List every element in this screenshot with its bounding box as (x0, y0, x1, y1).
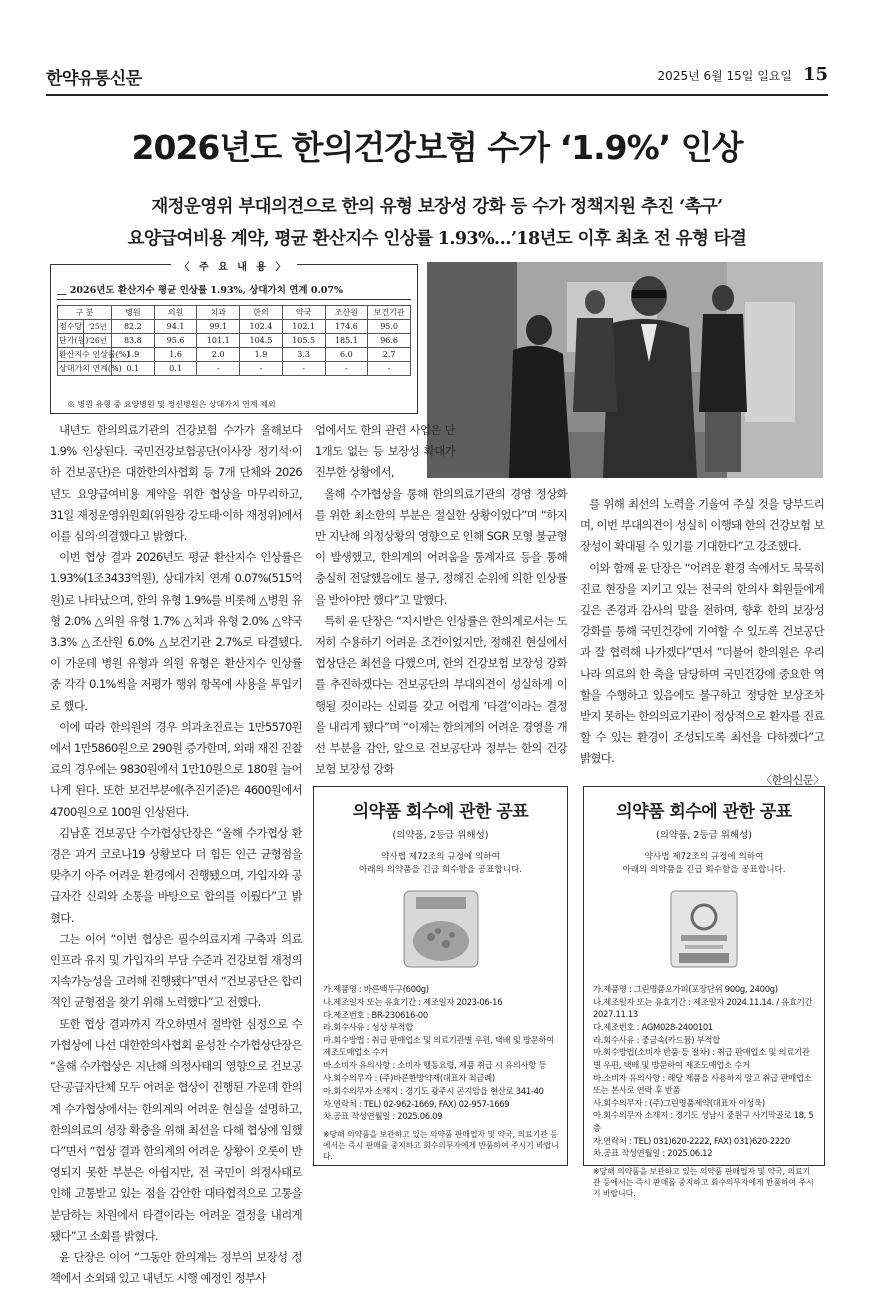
notice-item: 라.회수사유 : 중금속(카드뮴) 부적합 (593, 1034, 720, 1045)
article-paragraph: 이와 함께 윤 단장은 “어려운 환경 속에서도 묵묵히 진료 현장을 지키고 있는 전국의 한의사 회원들에게 깊은 존경과 감사의 말을 전하며, 향후 한의 보장성 강화를 통해 국민건강에 기여할 수 있도록 건보공단과 잘 협력해 나가겠다”면서 “더불어 한의원은 우리나라 의료의 한 축을 담당하며 국민건강에 중요한 역할을 수행하고 있음에도 불구하고 정당한 보상조차 받지 못하는 한의의료기관이 정상적으로 환자를 진료할 수 있는 환경이 조성되도록 최선을 다하겠다”고 밝혔다. (580, 560, 824, 766)
notice-item: 마.회수방법 : 취급 판매업소 및 의료기관별 우편, 택배 및 방문하여 제조도매업소 수거 (323, 1035, 555, 1058)
rate-table-cell: 104.5 (240, 334, 283, 348)
article-paragraph: 내년도 한의의료기관의 건강보험 수가가 올해보다 1.9% 인상된다. 국민건강보험공단(이사장 정기석·이하 건보공단)은 대한한의사협회 등 7개 단체와 2026년도 요양급여비용 계약을 위한 협상을 마무리하고, 31일 재정운영위원회(위원장 강도태·이하 재정위)에서 이를 심의·의결했다고 밝혔다. (50, 423, 302, 544)
notice-subtitle: (의약품, 2등급 위해성) (656, 830, 752, 841)
article-paragraph: 이번 협상 결과 2026년도 평균 환산지수 인상률은 1.93%(1조3433억원), 상대가치 연계 0.07%(515억원)로 나타났으며, 한의 유형 1.9%를 비롯해 △병원 유형 2.0% △의원 유형 1.7% △치과 유형 2.0% △약국 3.3% △조산원 6.0% △보건기관 2.7%로 타결됐다. 이 가운데 병원 유형과 의원 유형은 환산지수 인상률 중 각각 0.1%씩을 저평가 행위 항목에 사용을 투입키로 했다. (50, 550, 302, 713)
notice-item: 자.연락처 : TEL) 031)620-2222, FAX) 031)620-2220 (593, 1135, 790, 1146)
rate-table-cell: 0.1 (112, 362, 155, 376)
product-package-image (649, 889, 759, 969)
rate-table-cell: 1.9 (240, 348, 283, 362)
rate-table-cell: 95.0 (368, 320, 411, 334)
notice-item: 가.제품명 : 그린명품오가피(포장단위 900g, 2400g) (593, 984, 778, 994)
notice-items (323, 983, 559, 1123)
notice-item: 바.소비자 유의사항 : 해당 제품을 사용하지 말고 취급 판매업소 또는 본사로 연락 후 반품 (593, 1072, 812, 1095)
rate-table-row-sublabel: '26년 (84, 334, 112, 348)
rate-table-cell: 94.1 (154, 320, 197, 334)
notice-item: 나.제조일자 또는 유효기간 : 제조일자 2023-06-16 (323, 996, 503, 1007)
rate-table-cell: 83.8 (112, 334, 155, 348)
rate-table-row (58, 362, 411, 376)
rate-table-header: 의원 (154, 306, 197, 320)
rate-table-row-label: 환산지수 인상률(%) (58, 348, 112, 362)
rate-table-cell: - (325, 362, 368, 376)
rate-table-cell: 3.3 (282, 348, 325, 362)
rate-table (57, 305, 411, 376)
page-number: 15 (802, 64, 828, 85)
rate-table-cell: 102.4 (240, 320, 283, 334)
rate-table-cell: - (368, 362, 411, 376)
article-paragraph: 윤 단장은 이어 “그동안 한의계는 정부의 보장성 정책에서 소외돼 있고 내년도 시행 예정인 정부사 (50, 1249, 302, 1286)
recall-notice (313, 786, 568, 1166)
notice-item: 사.회수의무자 : (주)그린명품제약(대표자 이성욱) (593, 1097, 765, 1108)
article-column-2 (315, 420, 567, 777)
article-byline: 〈한의신문〉 (760, 772, 824, 787)
notice-title: 의약품 회수에 관한 공표 (616, 802, 792, 822)
rate-table-cell: 174.6 (325, 320, 368, 334)
product-package-image (386, 889, 496, 969)
recall-notice (583, 786, 825, 1198)
article-paragraph: 를 위해 최선의 노력을 기울여 주실 것을 당부드리며, 이번 부대의견이 성실히 이행돼 한의 건강보험 보장성이 확대될 수 있기를 기대한다”고 강조했다. (580, 497, 824, 554)
rate-table-cell: 102.1 (282, 320, 325, 334)
rate-table-cell: 105.5 (282, 334, 325, 348)
rate-table-cell: 1.9 (112, 348, 155, 362)
rate-table-row-label: 점수당 (58, 320, 84, 334)
notice-footer: ※당해 의약품을 보관하고 있는 의약품 판매업자 및 약국, 의료기관 등에서는 즉시 판매를 중지하고 회수의무자에게 반품하여 주시기 바랍니다. (593, 1166, 814, 1198)
rate-table-cell: 2.0 (197, 348, 240, 362)
notice-item: 라.회수사유 : 성상 부적합 (323, 1022, 413, 1033)
article-paragraph: 올해 수가협상을 통해 한의의료기관의 경영 정상화를 위한 최소한의 부분은 절실한 상황이었다”며 “하지만 지난해 의정상황의 영향으로 인해 SGR 모형 불균형이 발생했고, 한의계의 어려움을 통계자료 등을 통해 충실히 전달했음에도 불구, 정해진 순위에 의한 인상률을 받아야만 했다”고 말했다. (315, 486, 567, 607)
notice-item: 자.연락처 : TEL) 02-962-1669, FAX) 02-957-1669 (323, 1098, 510, 1109)
rate-table-row-label: 단가(원) (58, 334, 84, 348)
article-paragraph: 김남훈 건보공단 수가협상단장은 “올해 수가협상 환경은 과거 코로나19 상황보다 더 힘든 인근 균형점을 맞추기 아주 어려운 환경에서 진행됐으며, 가입자와 공급자간 신뢰와 소통을 바탕으로 합의를 이뤘다”고 밝혔다. (50, 825, 302, 925)
rate-table-cell: 185.1 (325, 334, 368, 348)
rate-table-cell: 99.1 (197, 320, 240, 334)
notice-item: 아.회수의무자 소재지 : 경기도 성남시 중원구 사기막골로 18, 5층 (593, 1110, 814, 1133)
rate-table-row (58, 334, 411, 348)
notice-item: 아.회수의무자 소재지 : 경기도 광주시 곤지암읍 현산로 341-40 (323, 1085, 544, 1096)
key-points-note: ※ 병원 유형 중 요양병원 및 정신병원은 상대가치 연계 제외 (67, 400, 276, 409)
rate-table-header: 병원 (112, 306, 155, 320)
notice-item: 가.제품명 : 바른백두구(600g) (323, 984, 429, 994)
article-paragraph: 업에서도 한의 관련 사업은 단 1개도 없는 등 보장성 확대가 진부한 상황에서, (315, 423, 455, 480)
notice-item: 바.소비자 유의사항 : 소비자 행동요령, 제품 취급 시 유의사항 등 (323, 1060, 547, 1071)
rate-table-cell: 96.6 (368, 334, 411, 348)
notice-item: 차.공표 작성연월일 : 2025.06.12 (593, 1148, 713, 1159)
newspaper-brand: 한약유통신문 (46, 69, 142, 89)
rate-table-row (58, 320, 411, 334)
rate-table-header-row (58, 306, 411, 320)
rate-table-cell: 2.7 (368, 348, 411, 362)
notice-item: 사.회수의무자 : (주)바른한방약재(대표자 최금례) (323, 1073, 495, 1084)
rate-table-cell: 6.0 (325, 348, 368, 362)
article-column-3 (580, 494, 824, 787)
deck-line: 요양급여비용 계약, 평균 환산지수 인상률 1.93%…’18년도 이후 최초 전 유형 타결 (127, 229, 747, 249)
notice-item: 다.제조번호 : BR-230616-00 (323, 1009, 428, 1020)
rate-table-cell: 1.6 (154, 348, 197, 362)
key-points-summary: __ 2026년도 환산지수 평균 인상률 1.93%, 상대가치 연계 0.07% (57, 282, 411, 300)
article-paragraph: 특히 윤 단장은 “지시받은 인상률은 한의계로서는 도저히 수용하기 어려운 조건이었지만, 정해진 현실에서 협상단은 최선을 다했으며, 한의 건강보험 보장성 강화를 추진하겠다는 건보공단의 부대의견이 성실하게 이행될 것이라는 신뢰를 갖고 어렵게 ‘타결’이라는 결정을 내리게 됐다”며 “이제는 한의계의 어려운 경영을 개선 부분을 감안, 앞으로 건보공단과 정부는 한의 건강보험 보장성 강화 (315, 613, 567, 777)
key-points-box (50, 264, 418, 414)
notice-footer: ※당해 의약품을 보관하고 있는 의약품 판매업자 및 약국, 의료기관 등에서는 즉시 판매를 중지하고 회수의무자에게 반품하여 주시기 바랍니다. (323, 1129, 559, 1161)
rate-table-header: 치과 (197, 306, 240, 320)
rate-table-cell: 82.2 (112, 320, 155, 334)
notice-basis: 약사법 제72조의 규정에 의하여 아래의 의약품을 긴급 회수함을 공표합니다. (622, 852, 786, 875)
article-column-1 (50, 420, 302, 1286)
notice-items (593, 983, 816, 1160)
article-deck (60, 191, 814, 255)
rate-table-cell: - (197, 362, 240, 376)
masthead (46, 64, 828, 90)
article-paragraph: 그는 이어 “이번 협상은 필수의료지게 구축과 의료 인프라 유지 및 가입자의 부담 수준과 건강보험 재정의 지속가능성을 고려해 진행됐다”면서 “건보공단은 합리적인 균형점을 찾기 위해 노력했다”고 전했다. (50, 931, 302, 1010)
article-headline: 2026년도 한의건강보험 수가 ‘1.9%’ 인상 (131, 128, 743, 167)
issue-date: 2025년 6월 15일 일요일 (657, 69, 792, 83)
rate-table-row-label: 상대가치 연계(%) (58, 362, 112, 376)
rate-table-cell: 101.1 (197, 334, 240, 348)
rate-table-row-sublabel: '25년 (84, 320, 112, 334)
rate-table-cell: 0.1 (154, 362, 197, 376)
notice-item: 차.공표 작성연월일 : 2025.06.09 (323, 1111, 443, 1122)
rate-table-header: 한의 (240, 306, 283, 320)
article-paragraph: 이에 따라 한의원의 경우 의과초진료는 1만5570원에서 1만5860원으로 290원 증가한며, 외래 재진 진찰료의 경우에는 9830원에서 1만10원으로 180원 늘어나게 된다. 또한 보건부분에(추진기준)은 4600원에서 4700원으로 100원 인상된다. (50, 719, 302, 819)
rate-table-header: 보건기관 (368, 306, 411, 320)
rate-table-header: 조산원 (325, 306, 368, 320)
notice-basis: 약사법 제72조의 규정에 의하여 아래의 의약품을 긴급 회수함을 공표합니다. (358, 852, 523, 875)
rate-table-header: 약국 (282, 306, 325, 320)
masthead-rule (46, 94, 828, 96)
rate-table-cell: - (240, 362, 283, 376)
deck-line: 재정운영위 부대의견으로 한의 유형 보장성 강화 등 수가 정책지원 추진 ‘촉구’ (151, 197, 723, 217)
notice-item: 마.회수방법(소비자 반품 등 절차) : 취급 판매업소 및 의료기관별 우편, 택배 및 방문하여 제조도매업소 수거 (593, 1047, 810, 1070)
notice-title: 의약품 회수에 관한 공표 (352, 802, 529, 822)
rate-table-row (58, 348, 411, 362)
notice-subtitle: (의약품, 2등급 위해성) (392, 830, 489, 841)
notice-item: 나.제조일자 또는 유효기간 : 제조일자 2024.11.14. / 유효기간 2027.11.13 (593, 996, 813, 1020)
rate-table-cell: 95.6 (154, 334, 197, 348)
key-points-title: 〈 주 요 내 용 〉 (51, 258, 417, 273)
article-paragraph: 또한 협상 결과까지 각오하면서 절박한 심정으로 수가협상에 나선 대한한의사협회 윤성찬 수가협상단장은 “올해 수가협상은 지난해 의정사태의 영향으로 건보공단·공급자단체 모두 어려운 협상이 진행된 가운데 한의계 수가협상에서는 한의계의 어려운 현실을 설명하고, 한의의료의 성장 확충을 위해 최선을 다해 협상에 임했다”면서 “협상 결과 한의계의 어려운 상황이 오롯이 반영되지 못한 부분은 아쉽지만, 전 국민이 의정사태로 인해 고통받고 있는 점을 감안한 대타협적으로 고통을 분담하는 차원에서 타결이라는 어려운 결정을 내리게 됐다”고 소회를 밝혔다. (50, 1016, 302, 1243)
rate-table-cell: - (282, 362, 325, 376)
rate-table-header: 구 분 (58, 306, 112, 320)
notice-item: 다.제조번호 : AGM028-2400101 (593, 1021, 713, 1032)
